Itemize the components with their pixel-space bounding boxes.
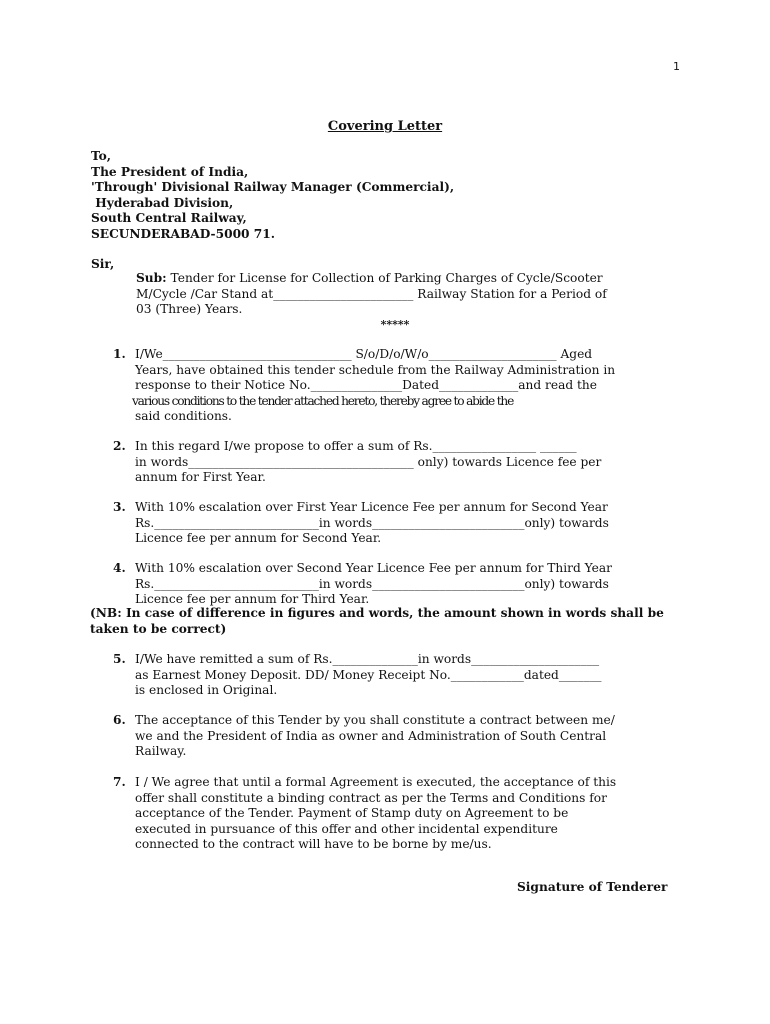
address-line: The President of India, xyxy=(91,164,249,179)
item-line: annum for First Year. xyxy=(135,470,266,484)
item-line: response to their Notice No._______________Dated_____________and read the xyxy=(135,378,597,392)
item-line: Licence fee per annum for Third Year. xyxy=(135,592,370,606)
list-item xyxy=(113,439,680,486)
item-line: offer shall constitute a binding contract as per the Terms and Conditions for xyxy=(135,790,607,805)
item-number: 3. xyxy=(113,500,126,514)
page-title: Covering Letter xyxy=(327,119,443,134)
salutation: Sir, xyxy=(91,257,115,271)
signature-label: Signature of Tenderer xyxy=(517,880,668,894)
subject-block xyxy=(136,271,664,318)
item-line: is enclosed in Original. xyxy=(135,683,278,697)
item-line: Railway. xyxy=(135,744,187,758)
subject-label: Sub: xyxy=(136,271,167,285)
item-number: 5. xyxy=(113,652,126,666)
item-number: 1. xyxy=(113,347,126,361)
item-number: 2. xyxy=(113,439,126,453)
page-number: 1 xyxy=(673,60,680,73)
item-line: as Earnest Money Deposit. DD/ Money Receipt No.____________dated_______ xyxy=(135,667,602,682)
subject-line: M/Cycle /Car Stand at_______________________ Railway Station for a Period of xyxy=(136,286,607,301)
item-number: 7. xyxy=(113,775,126,789)
address-line: 'Through' Divisional Railway Manager (Commercial), xyxy=(91,180,455,194)
address-line: South Central Railway, xyxy=(91,211,247,225)
item-line: various conditions to the tender attached hereto, thereby agree to abide the xyxy=(132,393,514,408)
item-line: Rs.___________________________in words_________________________only) towards xyxy=(135,576,609,591)
item-line: The acceptance of this Tender by you shall constitute a contract between me/ xyxy=(135,713,615,727)
list-item xyxy=(113,775,680,853)
item-line: said conditions. xyxy=(135,409,232,423)
nb-note: (NB: In case of difference in figures and words, the amount shown in words shall be taken to be correct) xyxy=(90,606,664,636)
list-item xyxy=(113,561,680,608)
item-line: In this regard I/we propose to offer a sum of Rs._________________ ______ xyxy=(135,439,577,453)
subject-line: Tender for License for Collection of Parking Charges of Cycle/Scooter xyxy=(166,271,603,285)
list-item xyxy=(113,500,680,547)
item-number: 4. xyxy=(113,561,126,575)
item-line: acceptance of the Tender. Payment of Stamp duty on Agreement to be xyxy=(135,806,569,820)
item-line: I/We_______________________________ S/o/D/o/W/o_____________________ Aged xyxy=(135,347,593,361)
separator: ***** xyxy=(380,318,410,331)
recipient-address xyxy=(91,149,454,242)
item-line: Rs.___________________________in words_________________________only) towards xyxy=(135,515,609,530)
item-line: in words_____________________________________ only) towards Licence fee per xyxy=(135,454,602,469)
item-line: With 10% escalation over Second Year Licence Fee per annum for Third Year xyxy=(135,561,612,575)
list-item xyxy=(113,347,680,425)
item-line: executed in pursuance of this offer and other incidental expenditure xyxy=(135,821,558,836)
address-line: Hyderabad Division, xyxy=(91,195,234,210)
item-line: we and the President of India as owner and Administration of South Central xyxy=(135,728,607,743)
item-line: I / We agree that until a formal Agreement is executed, the acceptance of this xyxy=(135,775,617,789)
item-line: I/We have remitted a sum of Rs.______________in words_____________________ xyxy=(135,652,600,666)
list-item xyxy=(113,713,680,760)
address-line: To, xyxy=(91,149,112,163)
subject-line: 03 (Three) Years. xyxy=(136,302,243,316)
item-line: Licence fee per annum for Second Year. xyxy=(135,531,382,545)
item-number: 6. xyxy=(113,713,126,727)
item-line: connected to the contract will have to be borne by me/us. xyxy=(135,837,492,851)
address-line: SECUNDERABAD-5000 71. xyxy=(91,226,275,241)
item-line: Years, have obtained this tender schedule from the Railway Administration in xyxy=(135,362,616,377)
list-item xyxy=(113,652,680,699)
item-line: With 10% escalation over First Year Licence Fee per annum for Second Year xyxy=(135,500,608,514)
